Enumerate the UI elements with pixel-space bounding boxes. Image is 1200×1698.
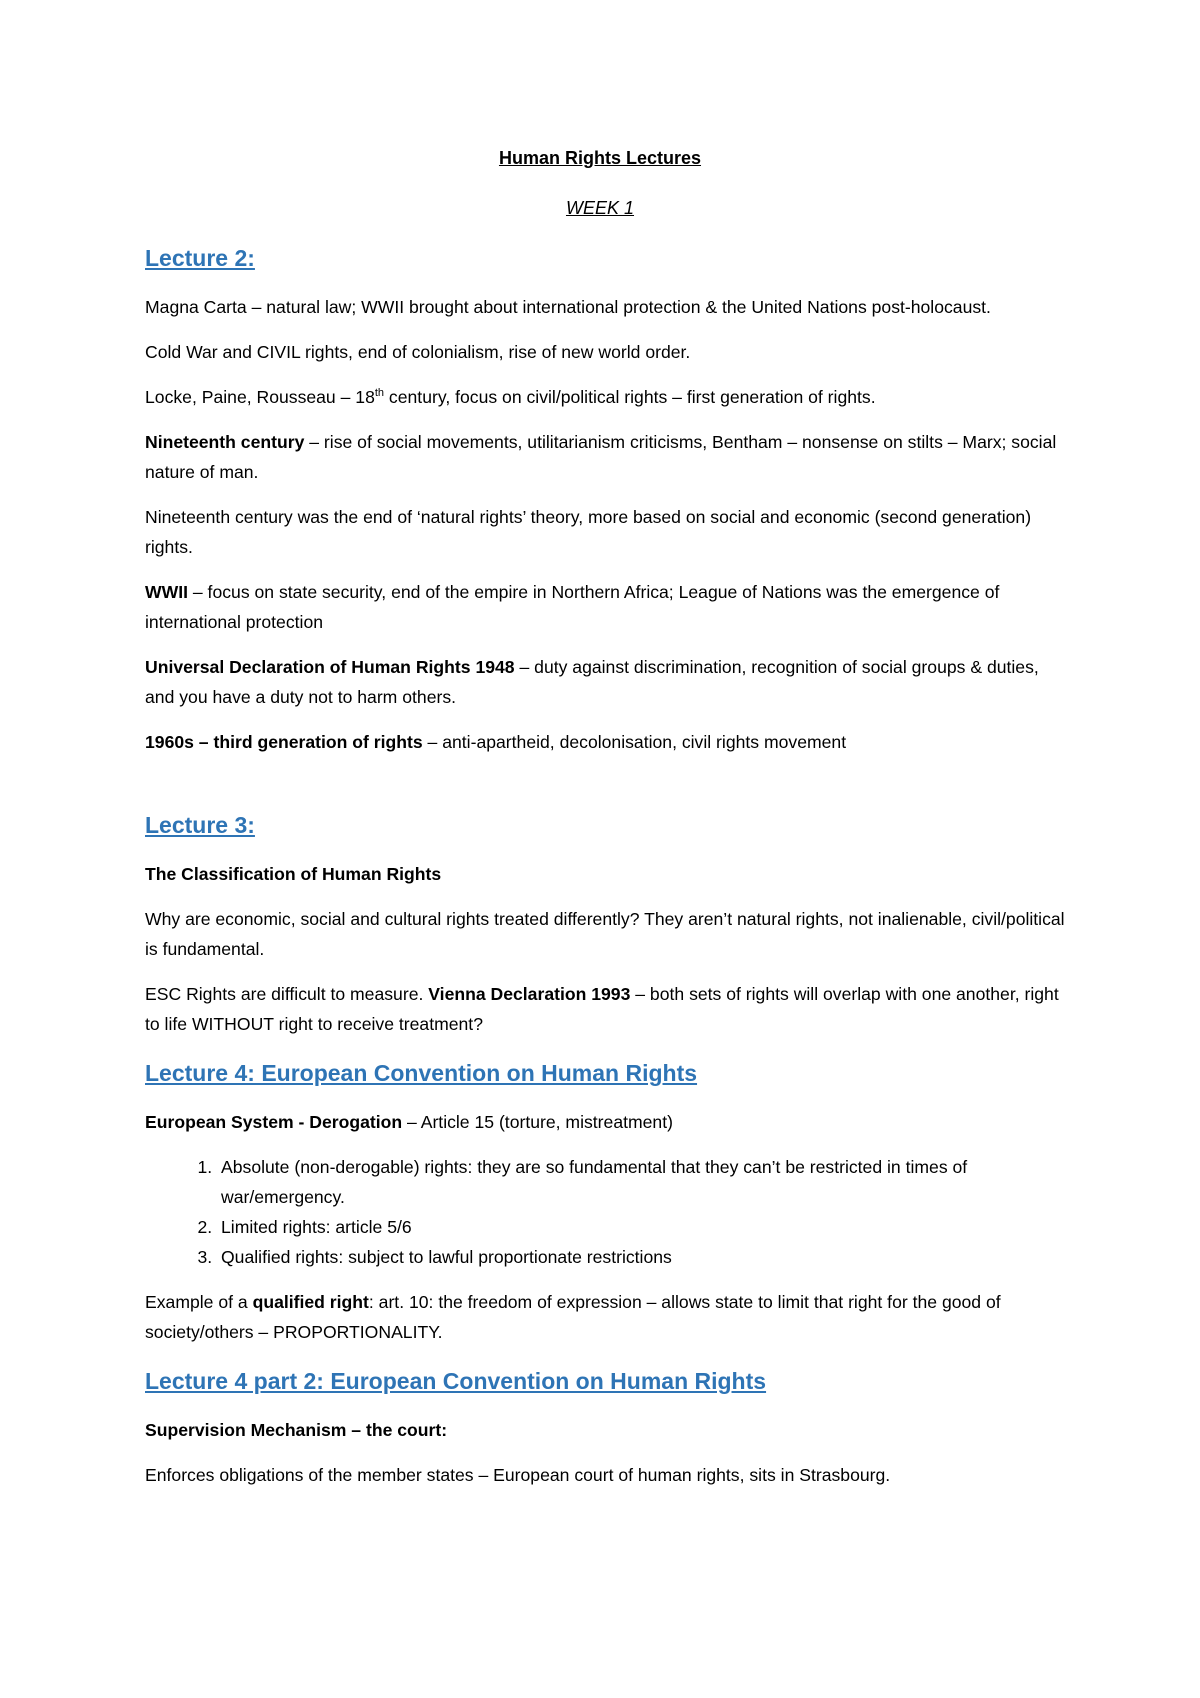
- text: century, focus on civil/political rights – first generation of rights.: [384, 387, 876, 407]
- lecture-2-section: [145, 244, 1070, 757]
- rights-list: [145, 1152, 1070, 1272]
- paragraph: [145, 577, 1070, 637]
- lecture-2-heading: Lecture 2:: [145, 245, 255, 271]
- text: : art. 10: the freedom of expression – allows state to limit that right for the good of society/others – PROPORTIONALITY.: [145, 1292, 1001, 1342]
- paragraph: [145, 652, 1070, 712]
- subheading: Supervision Mechanism – the court:: [145, 1420, 448, 1440]
- text: – both sets of rights will overlap with one another, right to life WITHOUT right to receive treatment?: [145, 984, 1059, 1034]
- paragraph: Enforces obligations of the member states – European court of human rights, sits in Strasbourg.: [145, 1465, 891, 1485]
- bold-term: Nineteenth century: [145, 432, 305, 452]
- lecture-3-section: [145, 811, 1070, 1039]
- bold-term: 1960s – third generation of rights: [145, 732, 423, 752]
- bold-term: Universal Declaration of Human Rights 1948: [145, 657, 515, 677]
- text: ESC Rights are difficult to measure.: [145, 984, 429, 1004]
- lecture-3-heading: Lecture 3:: [145, 812, 255, 838]
- bold-term: Vienna Declaration 1993: [428, 984, 631, 1004]
- paragraph: [145, 727, 1070, 757]
- paragraph: [145, 1287, 1070, 1347]
- bold-term: European System - Derogation: [145, 1112, 403, 1132]
- bold-term: WWII: [145, 582, 188, 602]
- text: – rise of social movements, utilitarianism criticisms, Bentham – nonsense on stilts – Marx; social nature of man.: [145, 432, 1057, 482]
- text: – duty against discrimination, recognition of social groups & duties, and you have a duty not to harm others.: [145, 657, 1039, 707]
- text: – focus on state security, end of the empire in Northern Africa; League of Nations was the emergence of international protection: [145, 582, 1000, 632]
- text: – anti-apartheid, decolonisation, civil rights movement: [422, 732, 847, 752]
- lecture-4-part-2-heading: Lecture 4 part 2: European Convention on Human Rights: [145, 1368, 767, 1394]
- text: – Article 15 (torture, mistreatment): [402, 1112, 673, 1132]
- paragraph: [145, 979, 1070, 1039]
- subheading: [145, 1107, 1070, 1137]
- paragraph: Why are economic, social and cultural rights treated differently? They aren’t natural rights, not inalienable, civil/political is fundamental.: [145, 909, 1065, 959]
- paragraph: Magna Carta – natural law; WWII brought about international protection & the United Nations post-holocaust.: [145, 297, 991, 317]
- lecture-4-part-2-section: [145, 1367, 1070, 1490]
- paragraph: Nineteenth century was the end of ‘natural rights’ theory, more based on social and economic (second generation) rights.: [145, 507, 1032, 557]
- lecture-4-heading: Lecture 4: European Convention on Human Rights: [145, 1060, 698, 1086]
- document-title: Human Rights Lectures: [498, 148, 702, 168]
- subheading: The Classification of Human Rights: [145, 864, 442, 884]
- paragraph: [145, 427, 1070, 487]
- lecture-4-section: [145, 1059, 1070, 1347]
- list-item: 2. Limited rights: article 5/6: [217, 1212, 1070, 1242]
- list-item: 3. Qualified rights: subject to lawful proportionate restrictions: [217, 1242, 1070, 1272]
- list-item: 1. Absolute (non-derogable) rights: they are so fundamental that they can’t be restricted in times of war/emergency.: [217, 1152, 1070, 1212]
- bold-term: qualified right: [252, 1292, 369, 1312]
- paragraph: [145, 382, 1070, 412]
- superscript: th: [374, 387, 385, 400]
- week-label: WEEK 1: [565, 198, 635, 218]
- text: Example of a: [145, 1292, 253, 1312]
- paragraph: Cold War and CIVIL rights, end of colonialism, rise of new world order.: [145, 342, 691, 362]
- text: Locke, Paine, Rousseau – 18: [145, 387, 375, 407]
